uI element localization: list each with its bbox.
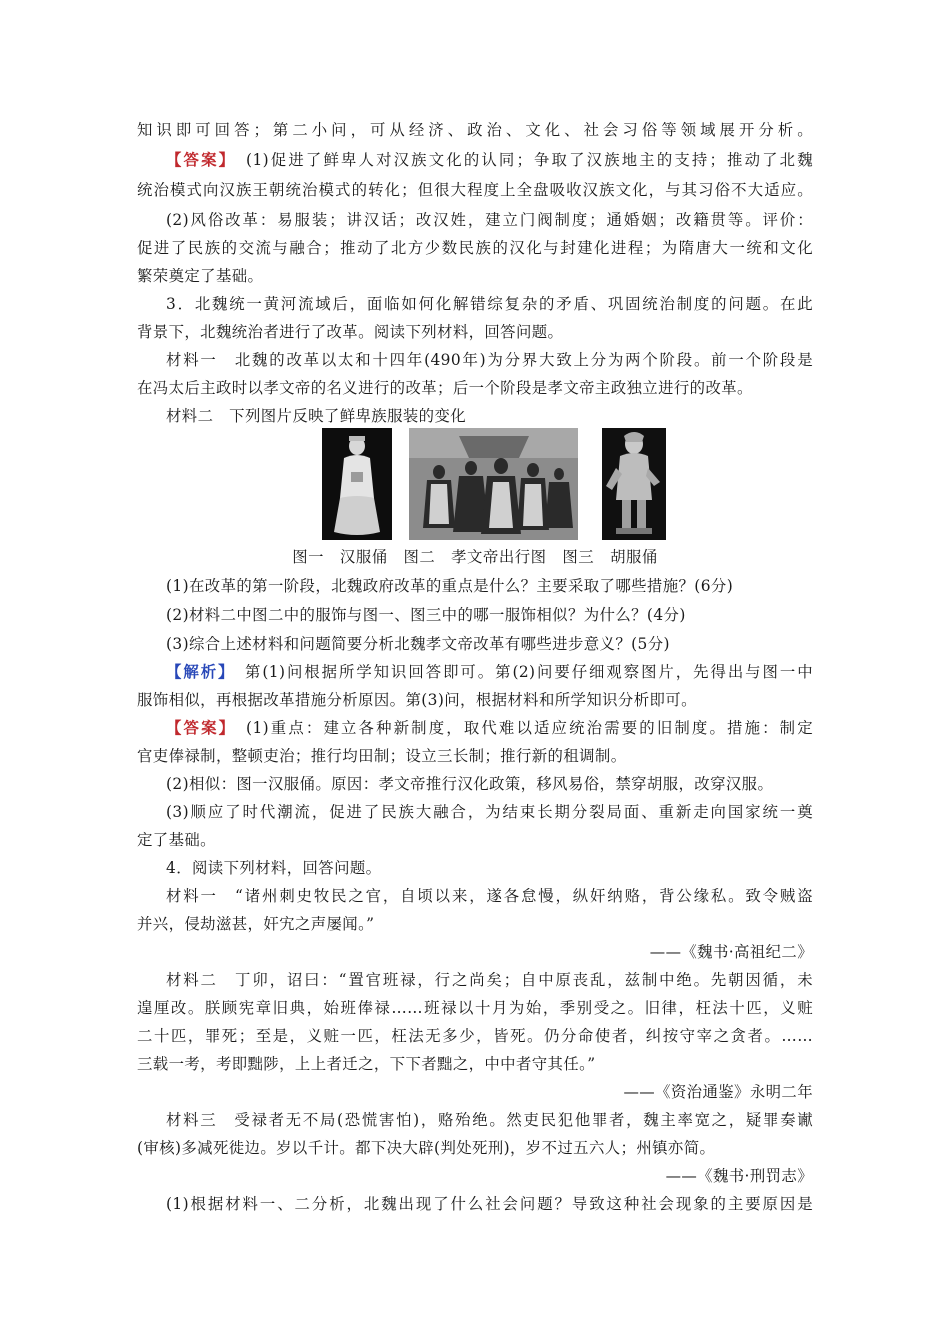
citation: ——《魏书·刑罚志》 <box>665 1167 813 1185</box>
material-line: 材料一 北魏的改革以太和十四年(490年)为分界大致上分为两个阶段。前一个阶段是 <box>166 351 813 369</box>
text-line: 背景下，北魏统治者进行了改革。阅读下列材料，回答问题。 <box>137 323 564 341</box>
material-line: 材料二 下列图片反映了鲜卑族服装的变化 <box>166 407 467 425</box>
answer-line: 【答案】 (1)促进了鲜卑人对汉族文化的认同；争取了汉族地主的支持；推动了北魏 <box>166 151 813 169</box>
text-line: 服饰相似，再根据改革措施分析原因。第(3)问，根据材料和所学知识分析即可。 <box>137 691 697 709</box>
question-line: (2)材料二中图二中的服饰与图一、图三中的哪一服饰相似？为什么？(4分) <box>166 606 686 624</box>
figure-group <box>0 428 950 540</box>
text-line: 统治模式向汉族王朝统治模式的转化；但很大程度上全盘吸收汉族文化，与其习俗不大适应。 <box>137 181 813 199</box>
material-line: 材料一 “诸州刺史牧民之官，自顷以来，遂各怠慢，纵奸纳赂，背公缘私。致令贼盗 <box>166 887 813 905</box>
analysis-line: 【解析】 第(1)问根据所学知识回答即可。第(2)问要仔细观察图片，先得出与图一中 <box>166 663 813 681</box>
figure-3-image <box>602 428 666 540</box>
question-line: (3)综合上述材料和问题简要分析北魏孝文帝改革有哪些进步意义？(5分) <box>166 635 670 653</box>
text-line: 在冯太后主政时以孝文帝的名义进行的改革；后一个阶段是孝文帝主政独立进行的改革。 <box>137 379 753 397</box>
answer-label: 【答案】 <box>166 719 229 737</box>
figure-2-image <box>409 428 578 540</box>
material-line: 材料二 丁卯，诏曰：“置官班禄，行之尚矣；自中原丧乱，兹制中绝。先朝因循，未 <box>166 971 813 989</box>
answer-label: 【答案】 <box>166 151 229 169</box>
figure-caption: 图一 汉服俑 图二 孝文帝出行图 图三 胡服俑 <box>292 548 658 566</box>
question-line: (1)在改革的第一阶段，北魏政府改革的重点是什么？主要采取了哪些措施？(6分) <box>166 577 734 595</box>
text-line: 遑厘改。朕顾宪章旧典，始班俸禄……班禄以十月为始，季别受之。旧律，枉法十匹，义赃 <box>137 999 813 1017</box>
figure-1-image <box>322 428 392 540</box>
text-line: 定了基础。 <box>137 831 216 849</box>
text-line: (审核)多减死徙边。岁以千计。都下决大辟(判处死刑)，岁不过五六人；州镇亦简。 <box>137 1139 716 1157</box>
text-line: 繁荣奠定了基础。 <box>137 267 264 285</box>
text-line: 促进了民族的交流与融合；推动了北方少数民族的汉化与封建化进程；为隋唐大一统和文化 <box>137 239 813 257</box>
text-line: 官吏俸禄制，整顿吏治；推行均田制；设立三长制；推行新的租调制。 <box>137 747 627 765</box>
text-line: 知识即可回答；第二小问，可从经济、政治、文化、社会习俗等领域展开分析。 <box>137 121 813 139</box>
text-line: (2)风俗改革：易服装；讲汉话；改汉姓，建立门阀制度；通婚姻；改籍贯等。评价： <box>166 211 813 229</box>
text-line: 三载一考，考即黜陟，上上者迁之，下下者黜之，中中者守其任。” <box>137 1055 596 1073</box>
material-line: 材料三 受禄者无不局(恐慌害怕)，赂殆绝。然吏民犯他罪者，魏主率宽之，疑罪奏谳 <box>166 1111 813 1129</box>
text-line: 二十匹，罪死；至是，义赃一匹，枉法无多少，皆死。仍分命使者，纠按守宰之贪者。…… <box>137 1027 813 1045</box>
text-line: (3)顺应了时代潮流，促进了民族大融合，为结束长期分裂局面、重新走向国家统一奠 <box>166 803 813 821</box>
citation: ——《资治通鉴》永明二年 <box>623 1083 813 1101</box>
question-4-line: 4．阅读下列材料，回答问题。 <box>166 859 382 877</box>
question-3-line: 3．北魏统一黄河流域后，面临如何化解错综复杂的矛盾、巩固统治制度的问题。在此 <box>166 295 813 313</box>
text-line: 并兴，侵劫滋甚，奸宄之声屡闻。” <box>137 915 375 933</box>
text-line: (2)相似：图一汉服俑。原因：孝文帝推行汉化政策，移风易俗，禁穿胡服，改穿汉服。 <box>166 775 774 793</box>
question-line: (1)根据材料一、二分析，北魏出现了什么社会问题？导致这种社会现象的主要原因是 <box>166 1195 813 1213</box>
analysis-label: 【解析】 <box>166 663 228 681</box>
answer-line: 【答案】 (1)重点：建立各种新制度，取代难以适应统治需要的旧制度。措施：制定 <box>166 719 813 737</box>
citation: ——《魏书·高祖纪二》 <box>649 943 813 961</box>
